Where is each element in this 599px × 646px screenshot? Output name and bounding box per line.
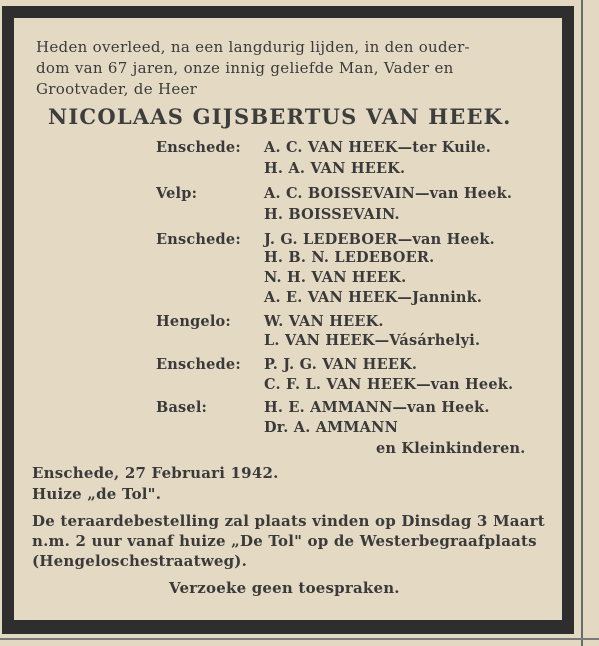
house-line: Huize „de Tol". [32, 485, 162, 503]
deceased-name: NICOLAAS GIJSBERTUS VAN HEEK. [48, 104, 512, 129]
intro-line: Heden overleed, na een langdurig lijden, in den ouder- [36, 38, 470, 56]
family-member: H. BOISSEVAIN. [264, 206, 400, 223]
family-place: Basel: [156, 399, 208, 416]
death-notice [14, 18, 562, 620]
funeral-line: n.m. 2 uur vanaf huize „De Tol" op de Westerbegraafplaats [32, 532, 537, 550]
family-member: A. E. VAN HEEK—Jannink. [264, 289, 483, 306]
family-member: H. A. VAN HEEK. [264, 160, 406, 177]
grandchildren-line: en Kleinkinderen. [376, 440, 526, 457]
family-place: Enschede: [156, 231, 241, 248]
family-member: A. C. BOISSEVAIN—van Heek. [264, 185, 513, 202]
funeral-line: De teraardebestelling zal plaats vinden op Dinsdag 3 Maart [32, 512, 545, 530]
family-member: H. B. N. LEDEBOER. [264, 249, 435, 266]
family-member: H. E. AMMANN—van Heek. [264, 399, 490, 416]
funeral-line: (Hengeloschestraatweg). [32, 552, 247, 570]
intro-line: dom van 67 jaren, onze innig geliefde Man, Vader en [36, 59, 454, 77]
family-place: Hengelo: [156, 313, 231, 330]
family-member: P. J. G. VAN HEEK. [264, 356, 418, 373]
family-member: A. C. VAN HEEK—ter Kuile. [264, 139, 492, 156]
family-member: J. G. LEDEBOER—van Heek. [264, 231, 495, 248]
family-member: L. VAN HEEK—Vásárhelyi. [264, 332, 481, 349]
frame-border-top [2, 6, 574, 18]
column-rule [581, 0, 583, 646]
family-member: W. VAN HEEK. [264, 313, 384, 330]
frame-border-right [562, 6, 574, 634]
intro-line: Grootvader, de Heer [36, 80, 198, 98]
date-line: Enschede, 27 Februari 1942. [32, 464, 279, 482]
closing-line: Verzoeke geen toespraken. [169, 579, 400, 597]
frame-border-left [2, 6, 14, 634]
family-member: N. H. VAN HEEK. [264, 269, 407, 286]
family-member: Dr. A. AMMANN [264, 419, 399, 436]
bottom-rule [0, 638, 599, 640]
family-place: Velp: [156, 185, 198, 202]
family-member: C. F. L. VAN HEEK—van Heek. [264, 376, 514, 393]
family-place: Enschede: [156, 139, 241, 156]
family-place: Enschede: [156, 356, 241, 373]
frame-border-bottom [2, 620, 574, 634]
